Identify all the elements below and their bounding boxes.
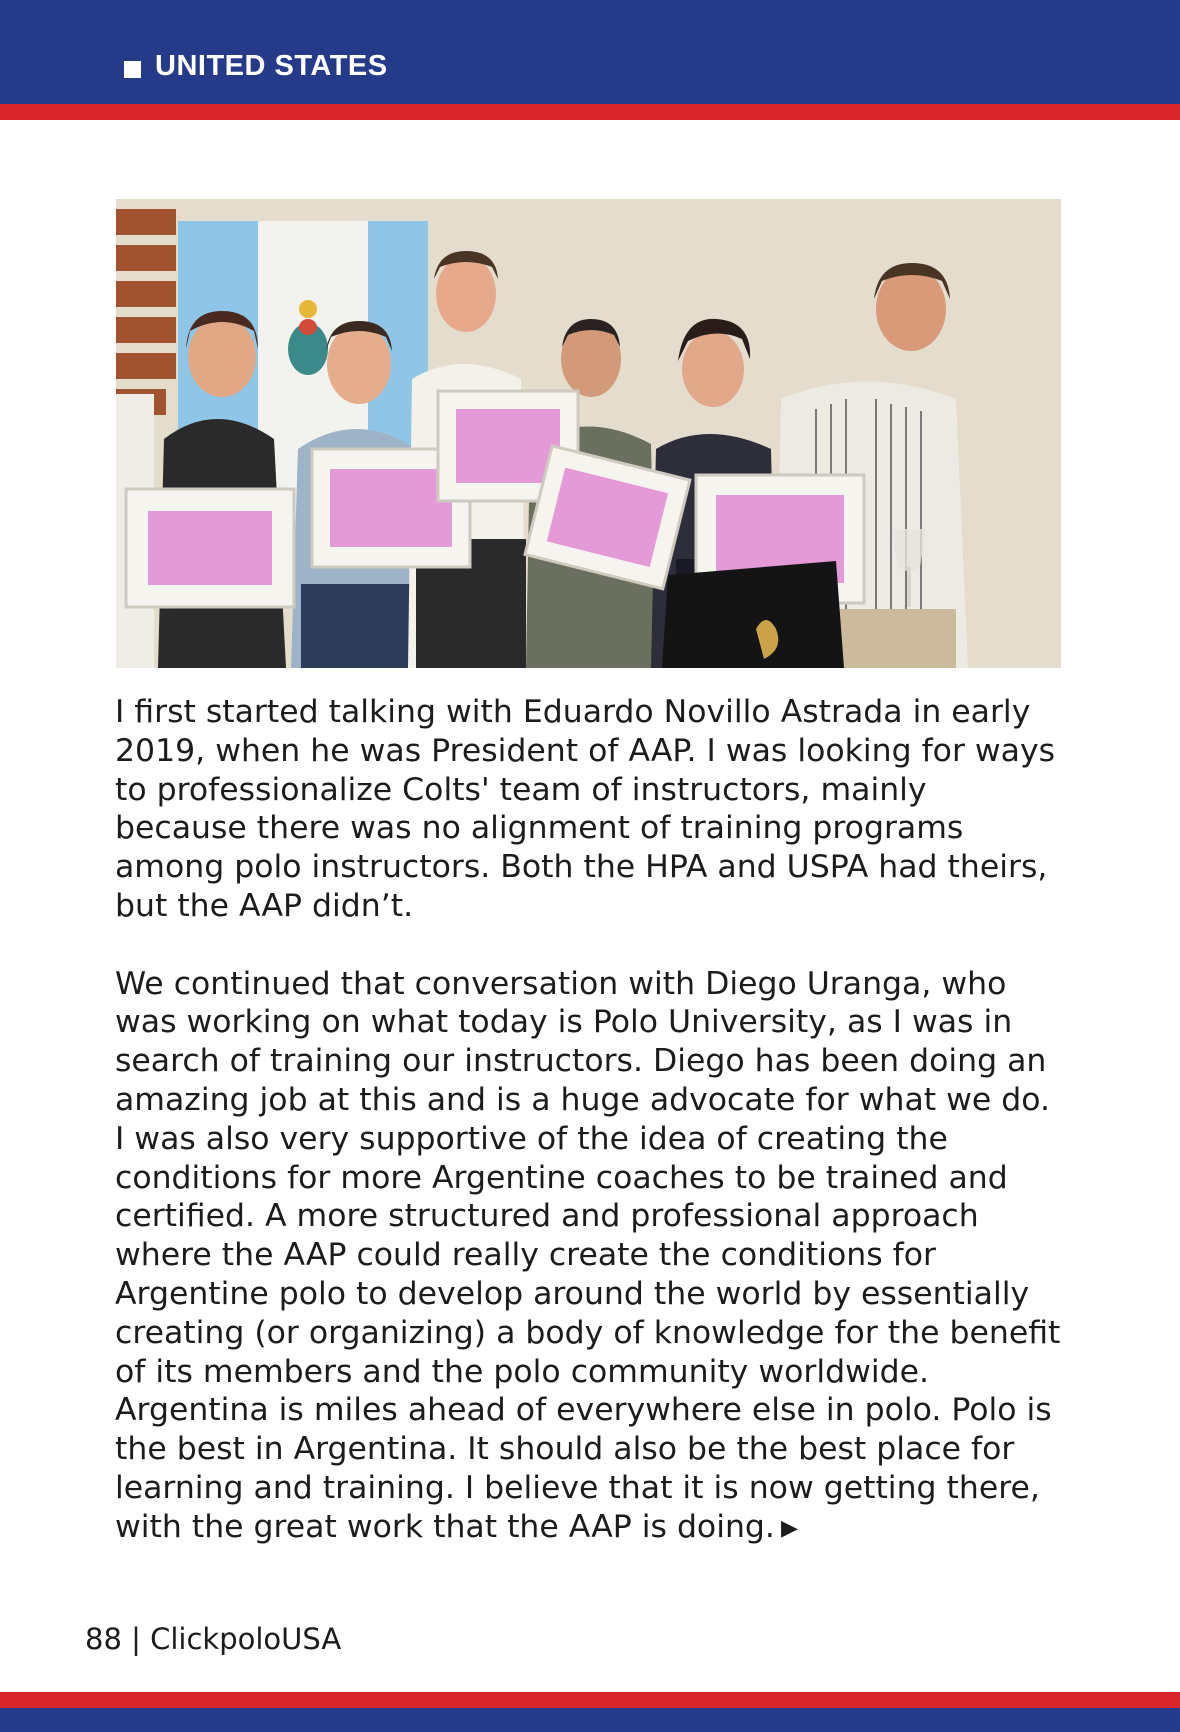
footer-band [0, 1708, 1180, 1732]
end-of-article-icon: ▶ [780, 1515, 798, 1541]
footer-red-stripe [0, 1692, 1180, 1708]
header-red-stripe [0, 104, 1180, 120]
article-body [115, 693, 1065, 1549]
section-label: UNITED STATES [155, 50, 388, 82]
section-square-icon [124, 61, 141, 78]
gift-bag [662, 561, 844, 668]
paragraph-2 [115, 965, 1065, 1549]
group-photo [116, 199, 1061, 668]
paragraph-2-text: We continued that conversation with Diego Uranga, who was working on what today is Polo University, as I was in search of training our instructors. Diego has been doing an amazing job at this and is a huge advocate for what we do. I was also very supportive of the idea of creating the conditions for more Argentine coaches to be trained and certified. A more structured and professional approach where the AAP could really create the conditions for Argentine polo to develop around the world by essentially creating (or organizing) a body of knowledge for the benefit of its members and the polo community worldwide. Argentina is miles ahead of everywhere else in polo. Polo is the best in Argentina. It should also be the best place for learning and training. I believe that it is now getting there, with the great work that the AAP is doing. [115, 965, 1061, 1545]
paragraph-1: I first started talking with Eduardo Novillo Astrada in early 2019, when he was President of AAP. I was looking for ways to professionalize Colts' team of instructors, mainly because there was no alignment of training programs among polo instructors. Both the HPA and USPA had theirs, but the AAP didn’t. [115, 694, 1056, 924]
page-footer: 88 | ClickpoloUSA [85, 1622, 342, 1656]
certificate-1 [126, 489, 294, 607]
